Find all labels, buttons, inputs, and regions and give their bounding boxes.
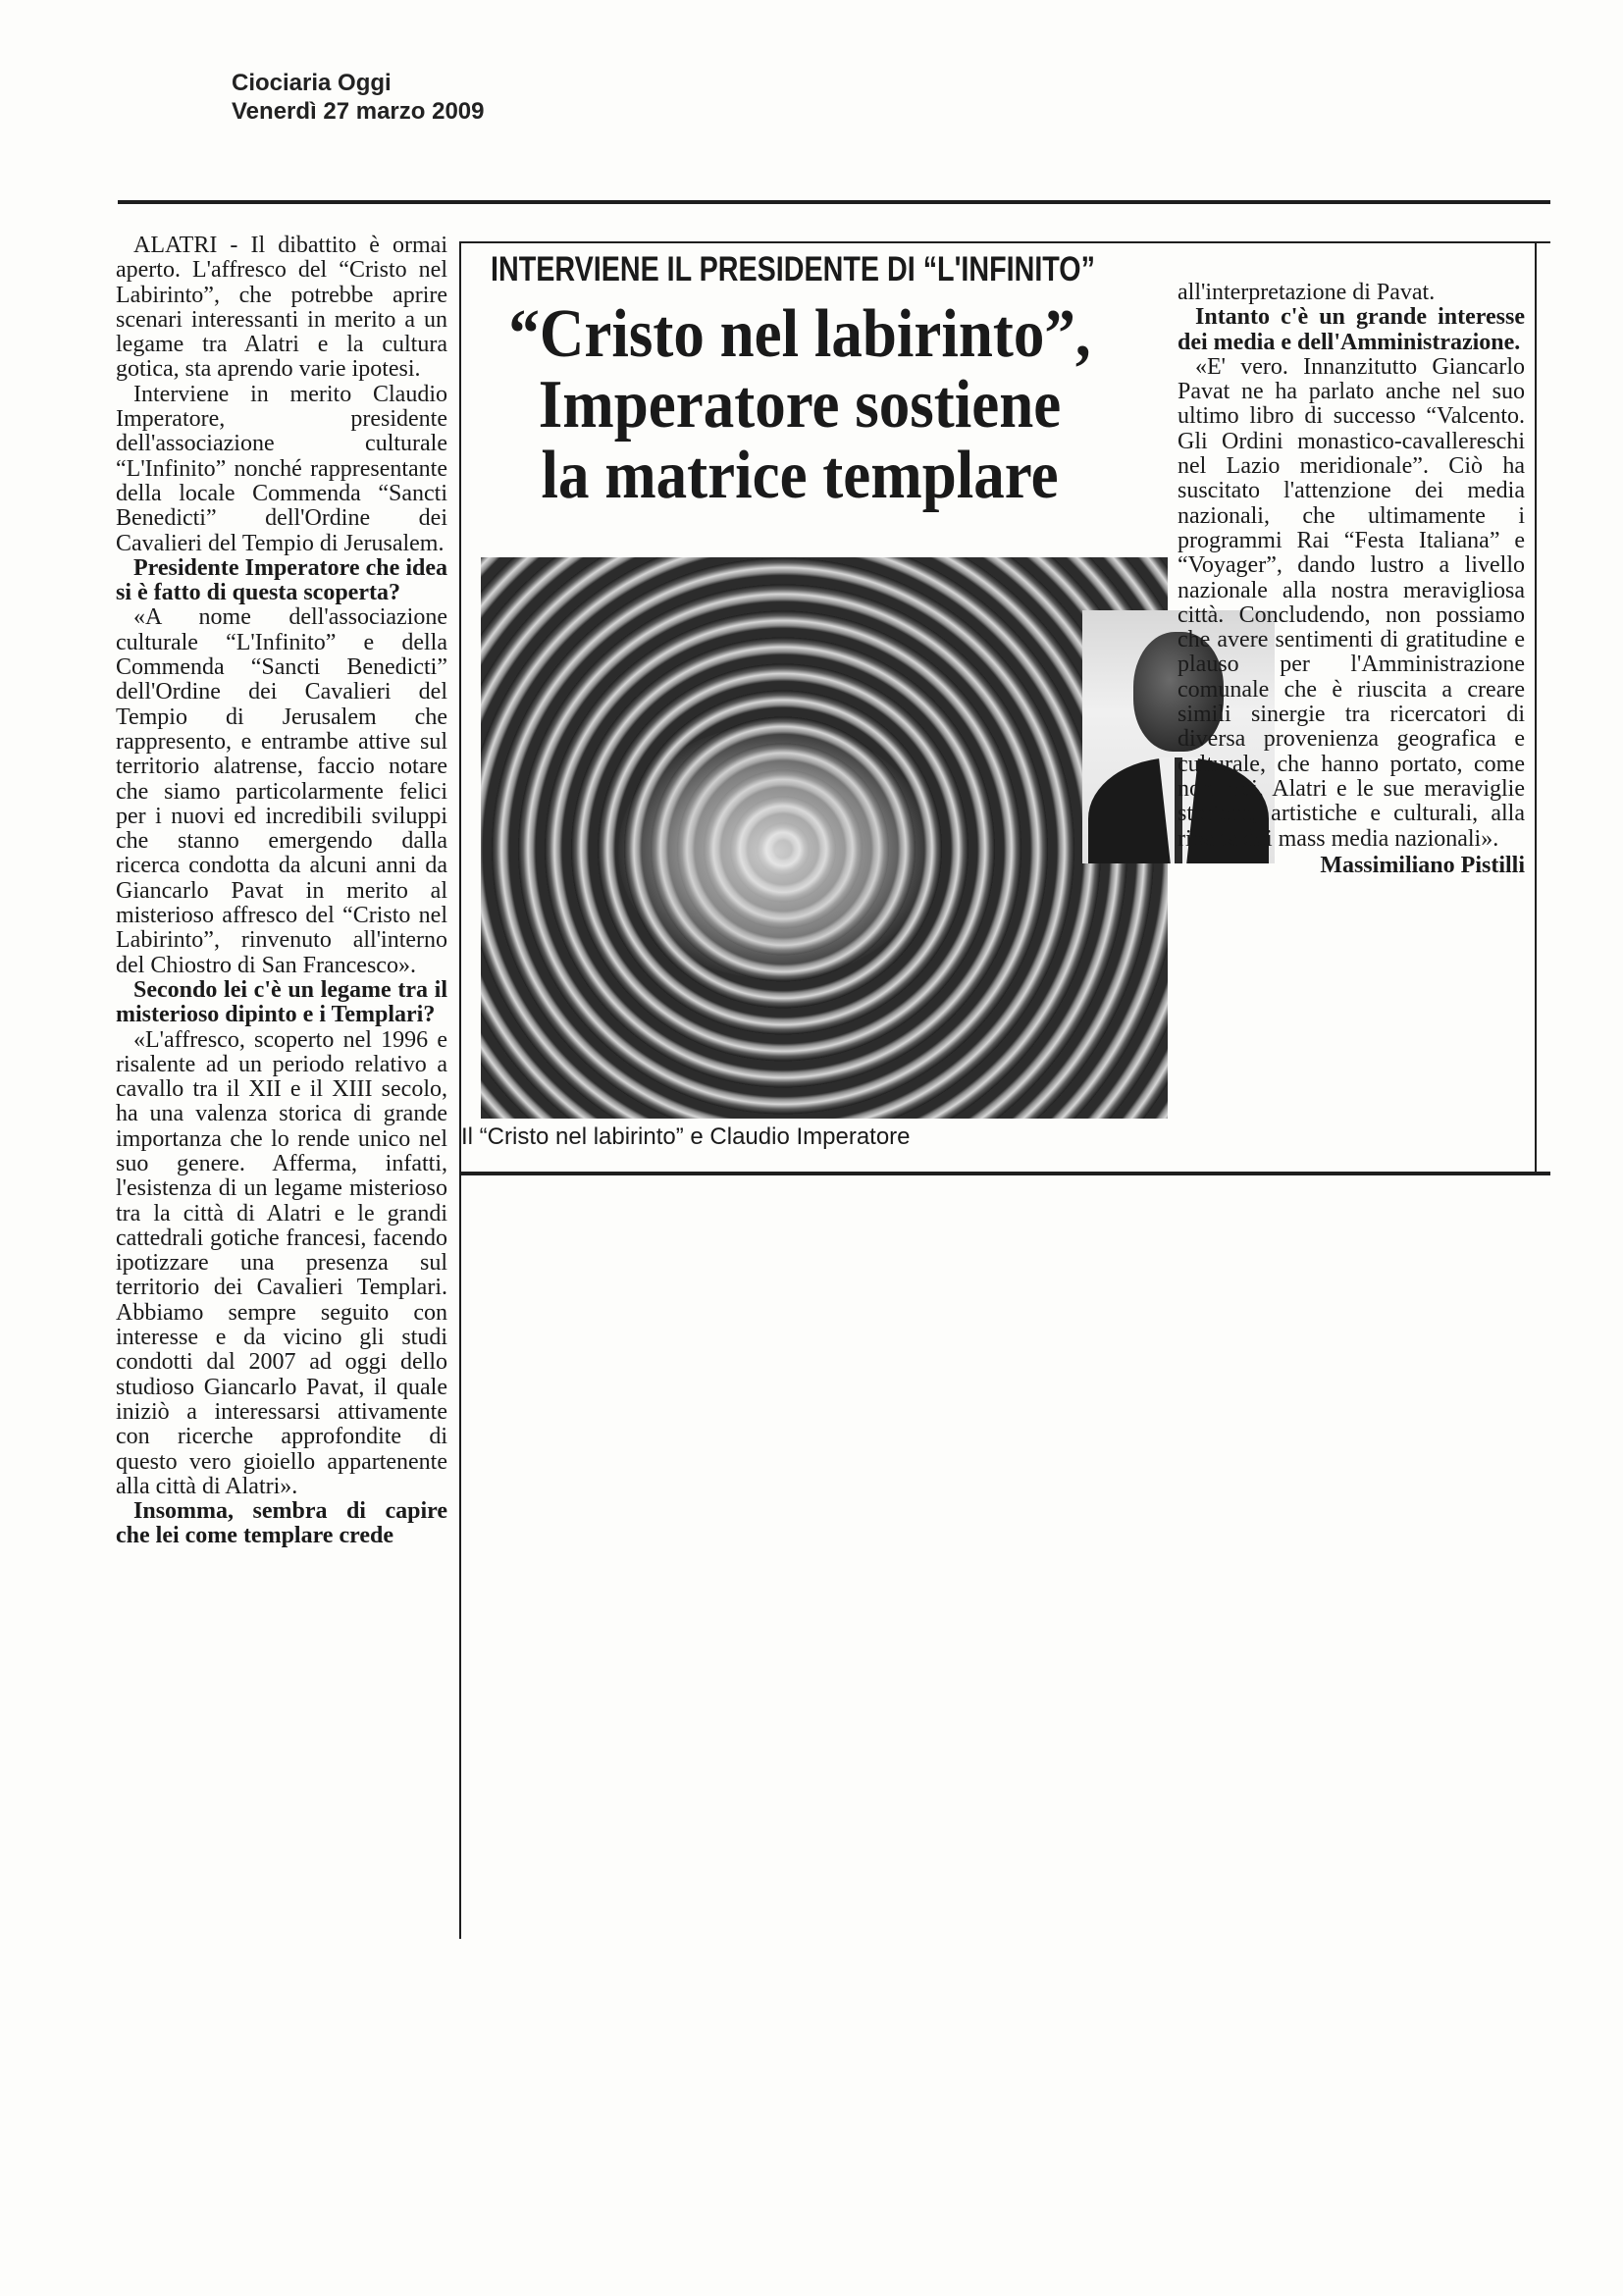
interview-question: Intanto c'è un grande interesse dei media e dell'Amministrazione. [1178,304,1525,355]
headline-line: la matrice templare [541,438,1059,513]
bottom-rule [461,1172,1550,1175]
interview-question: Presidente Imperatore che idea si è fatto di questa scoperta? [116,554,447,606]
photo-caption: Il “Cristo nel labirinto” e Claudio Imperatore [461,1123,911,1150]
column-divider-right [1535,241,1537,1174]
masthead [232,69,484,126]
publication-date: Venerdì 27 marzo 2009 [232,98,485,125]
column-divider-left [459,241,461,1939]
interview-question: Secondo lei c'è un legame tra il misterioso dipinto e i Templari? [116,976,447,1028]
article-headline [491,296,1109,513]
fresco-highlight [618,724,932,979]
article-paragraph: «A nome dell'associazione culturale “L'Infinito” e della Commenda “Sancti Benedicti” dell'Ordine dei Cavalieri del Tempio di Jerusalem che rappresento, e entrambe attive sul territorio alatrense, faccio notare che siamo particolarmente felici per i nuovi ed incredibili sviluppi che stanno emergendo dalla ricerca condotta da alcuni anni da Giancarlo Pavat in merito al misterioso affresco del “Cristo nel Labirinto”, rinvenuto all'interno del Chiostro di San Francesco». [116,604,447,978]
fresco-photo [481,557,1168,1119]
article-kicker: INTERVIENE IL PRESIDENTE DI “L'INFINITO” [491,250,1095,288]
top-rule [118,200,1550,204]
author-byline: Massimiliano Pistilli [1320,852,1525,878]
headline-rule [461,241,1550,243]
article-paragraph: «L'affresco, scoperto nel 1996 e risalente ad un periodo relativo a cavallo tra il XII e il XIII secolo, ha una valenza storica di grande importanza che lo rende unico nel suo genere. Afferma, infatti, l'esistenza di un legame misterioso tra la città di Alatri e le grandi cattedrali gotiche francesi, facendo ipotizzare una presenza sul territorio dei Cavalieri Templari. Abbiamo sempre seguito con interesse e da vicino gli studi condotti dal 2007 ad oggi dello studioso Giancarlo Pavat, il quale iniziò a interessarsi attivamente con ricerche approfondite di questo vero gioiello appartenente alla città di Alatri». [116,1026,447,1499]
article-column-left [116,234,447,1549]
headline-line: “Cristo nel labirinto”, [508,296,1091,372]
headline-line: Imperatore sostiene [538,367,1062,443]
article-paragraph: all'interpretazione di Pavat. [1178,280,1436,305]
interview-question: Insomma, sembra di capire che lei come templare crede [116,1498,447,1549]
article-column-right [1178,281,1525,878]
article-paragraph: ALATRI - Il dibattito è ormai aperto. L'affresco del “Cristo nel Labirinto”, che potrebbe aprire scenari interessanti in merito a un legame tra Alatri e la cultura gotica, sta aprendo varie ipotesi. [116,233,447,383]
newspaper-name: Ciociaria Oggi [232,70,392,96]
article-paragraph: «E' vero. Innanzitutto Giancarlo Pavat ne ha parlato anche nel suo ultimo libro di successo “Valcento. Gli Ordini monastico-cavallereschi nel Lazio meridionale”. Ciò ha suscitato l'attenzione dei media nazionali, che ultimamente i programmi Rai “Festa Italiana” e “Voyager”, dando lustro a livello nazionale alla nostra meravigliosa città. Concludendo, non possiamo che avere sentimenti di gratitudine e plauso per l'Amministrazione comunale che è riuscita a creare simili sinergie tra ricercatori di diversa provenienza geografica e culturale, che hanno portato, come non mai, Alatri e le sue meraviglie storiche, artistiche e culturali, alla ribalta dei mass media nazionali». [1178,353,1525,852]
article-paragraph: Interviene in merito Claudio Imperatore, presidente dell'associazione culturale “L'Infinito” nonché rappresentante della locale Commenda “Sancti Benedicti” dell'Ordine dei Cavalieri del Tempio di Jerusalem. [116,381,447,556]
